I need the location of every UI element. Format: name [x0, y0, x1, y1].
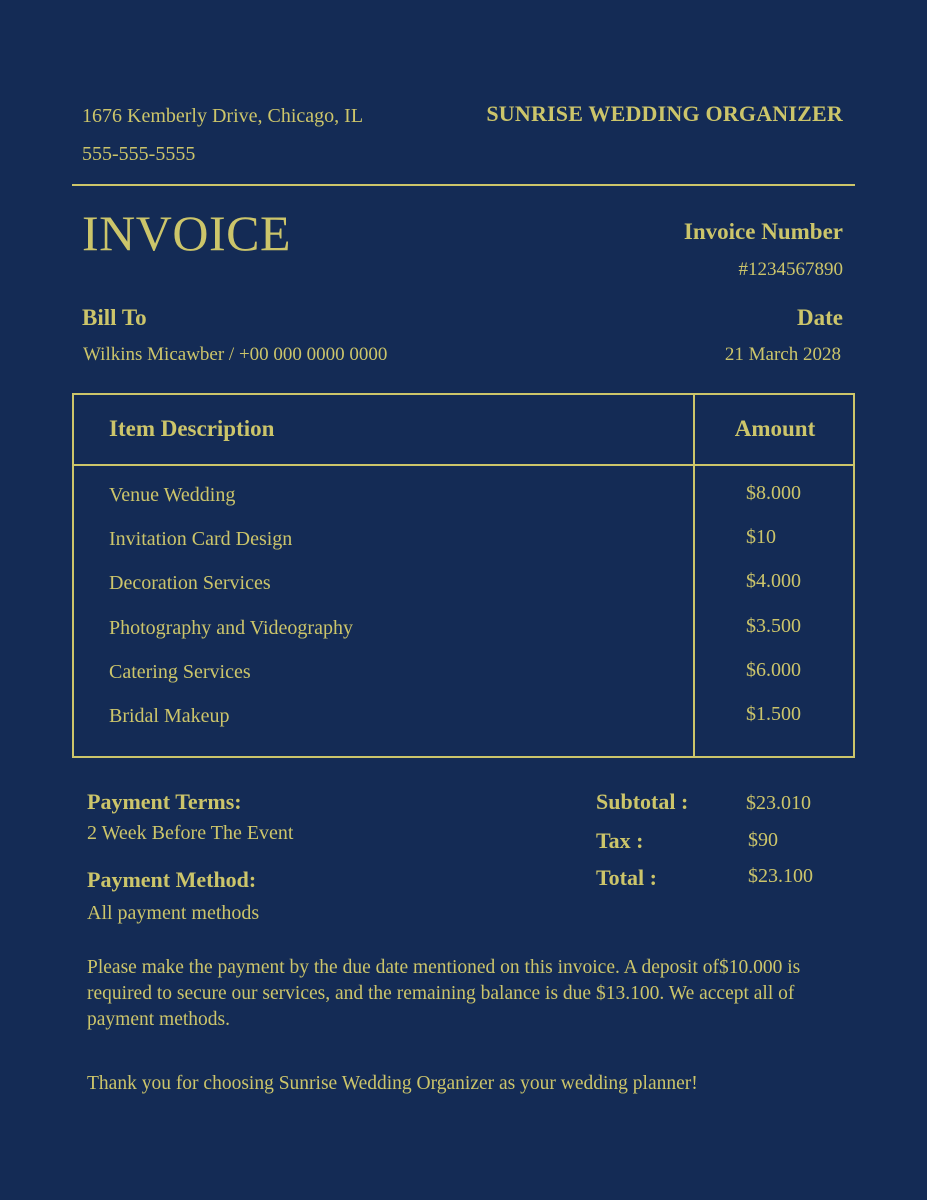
invoice-number: #1234567890 — [738, 259, 843, 280]
item-amount: $10 — [746, 526, 776, 548]
item-amount: $1.500 — [746, 703, 801, 725]
company-name: SUNRISE WEDDING ORGANIZER — [486, 101, 843, 126]
payment-terms-label: Payment Terms: — [87, 789, 242, 814]
table-header-divider — [74, 464, 853, 466]
payment-note: Please make the payment by the due date mentioned on this invoice. A deposit of$10.000 is required to secure our services, and the remaining balance is due $13.100. We accept all of payment methods. — [87, 957, 801, 1030]
table-row — [74, 703, 853, 747]
item-amount: $4.000 — [746, 570, 801, 592]
payment-method-value: All payment methods — [87, 902, 260, 924]
date-label: Date — [797, 305, 843, 330]
subtotal-label: Subtotal : — [596, 789, 689, 814]
item-description: Bridal Makeup — [109, 705, 230, 727]
table-row — [74, 615, 853, 659]
items-table — [72, 393, 855, 758]
payment-terms-value: 2 Week Before The Event — [87, 822, 294, 844]
table-row — [74, 659, 853, 703]
bill-to-value: Wilkins Micawber / +00 000 0000 0000 — [83, 344, 388, 365]
company-phone: 555-555-5555 — [82, 143, 196, 165]
item-amount: $8.000 — [746, 482, 801, 504]
item-amount: $6.000 — [746, 659, 801, 681]
header-divider — [72, 184, 855, 186]
table-row — [74, 526, 853, 570]
payment-method-label: Payment Method: — [87, 867, 257, 892]
company-address: 1676 Kemberly Drive, Chicago, IL — [82, 105, 364, 127]
item-description: Invitation Card Design — [109, 528, 293, 550]
item-description: Decoration Services — [109, 572, 271, 594]
table-row — [74, 570, 853, 614]
subtotal-value: $23.010 — [746, 792, 811, 814]
table-row — [74, 482, 853, 526]
item-description: Catering Services — [109, 661, 251, 683]
invoice-title: INVOICE — [82, 205, 292, 261]
tax-label: Tax : — [596, 828, 644, 853]
total-value: $23.100 — [748, 865, 813, 887]
total-label: Total : — [596, 865, 657, 890]
tax-value: $90 — [748, 829, 778, 851]
invoice-date: 21 March 2028 — [724, 344, 841, 365]
column-header-description: Item Description — [109, 416, 275, 441]
invoice-number-label: Invoice Number — [683, 219, 843, 244]
item-description: Photography and Videography — [109, 617, 353, 639]
thank-you-message: Thank you for choosing Sunrise Wedding Organizer as your wedding planner! — [87, 1073, 698, 1094]
item-description: Venue Wedding — [109, 484, 236, 506]
bill-to-label: Bill To — [82, 305, 147, 330]
item-amount: $3.500 — [746, 615, 801, 637]
column-header-amount: Amount — [734, 416, 816, 441]
